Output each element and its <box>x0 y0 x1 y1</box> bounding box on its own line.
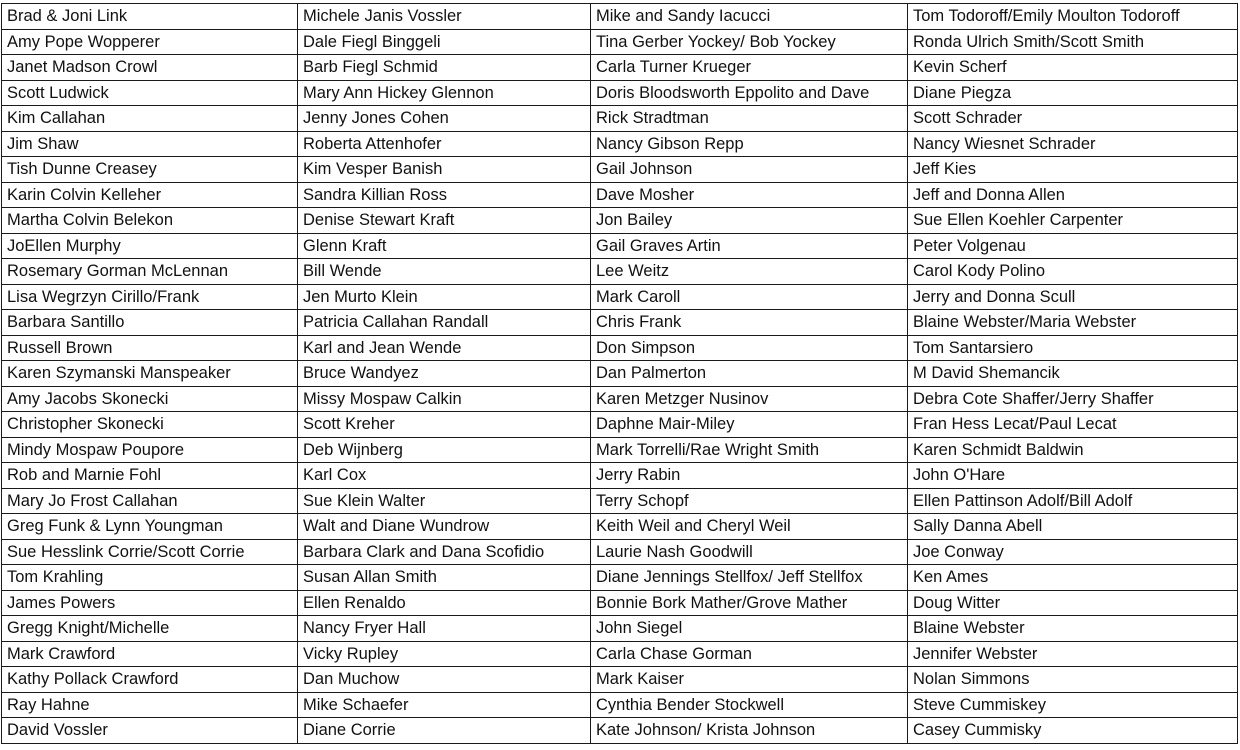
table-cell: Sue Hesslink Corrie/Scott Corrie <box>2 539 298 565</box>
table-cell: Nancy Fryer Hall <box>298 616 591 642</box>
table-cell: Sue Klein Walter <box>298 488 591 514</box>
table-row <box>2 182 1238 208</box>
table-cell: Debra Cote Shaffer/Jerry Shaffer <box>908 386 1238 412</box>
table-cell: Kim Vesper Banish <box>298 157 591 183</box>
table-row <box>2 259 1238 285</box>
table-cell: Nancy Gibson Repp <box>591 131 908 157</box>
table-cell: Sally Danna Abell <box>908 514 1238 540</box>
table-row <box>2 488 1238 514</box>
table-cell: Kim Callahan <box>2 106 298 132</box>
table-cell: Ellen Renaldo <box>298 590 591 616</box>
table-row <box>2 361 1238 387</box>
table-cell: Diane Corrie <box>298 718 591 744</box>
table-cell: Tom Todoroff/Emily Moulton Todoroff <box>908 4 1238 30</box>
table-cell: Dave Mosher <box>591 182 908 208</box>
table-cell: Dale Fiegl Binggeli <box>298 29 591 55</box>
table-cell: Michele Janis Vossler <box>298 4 591 30</box>
table-cell: Karin Colvin Kelleher <box>2 182 298 208</box>
table-cell: Deb Wijnberg <box>298 437 591 463</box>
table-cell: Jerry Rabin <box>591 463 908 489</box>
table-cell: Scott Ludwick <box>2 80 298 106</box>
table-row <box>2 641 1238 667</box>
table-row <box>2 718 1238 744</box>
table-cell: Steve Cummiskey <box>908 692 1238 718</box>
table-cell: Carol Kody Polino <box>908 259 1238 285</box>
table-row <box>2 565 1238 591</box>
table-row <box>2 667 1238 693</box>
table-row <box>2 284 1238 310</box>
table-cell: Doug Witter <box>908 590 1238 616</box>
table-row <box>2 310 1238 336</box>
table-cell: Karl and Jean Wende <box>298 335 591 361</box>
table-cell: Jennifer Webster <box>908 641 1238 667</box>
table-cell: Vicky Rupley <box>298 641 591 667</box>
table-cell: Kevin Scherf <box>908 55 1238 81</box>
table-cell: Casey Cummisky <box>908 718 1238 744</box>
table-cell: Carla Turner Krueger <box>591 55 908 81</box>
table-cell: Missy Mospaw Calkin <box>298 386 591 412</box>
table-cell: Barbara Santillo <box>2 310 298 336</box>
table-cell: Dan Muchow <box>298 667 591 693</box>
table-cell: Diane Jennings Stellfox/ Jeff Stellfox <box>591 565 908 591</box>
table-cell: Blaine Webster/Maria Webster <box>908 310 1238 336</box>
table-cell: Mark Kaiser <box>591 667 908 693</box>
table-cell: Roberta Attenhofer <box>298 131 591 157</box>
table-cell: Mark Crawford <box>2 641 298 667</box>
table-row <box>2 590 1238 616</box>
table-cell: Tom Krahling <box>2 565 298 591</box>
table-cell: Lee Weitz <box>591 259 908 285</box>
table-cell: Kate Johnson/ Krista Johnson <box>591 718 908 744</box>
table-cell: Ray Hahne <box>2 692 298 718</box>
table-cell: Martha Colvin Belekon <box>2 208 298 234</box>
table-cell: Doris Bloodsworth Eppolito and Dave <box>591 80 908 106</box>
table-cell: Barb Fiegl Schmid <box>298 55 591 81</box>
table-cell: Nancy Wiesnet Schrader <box>908 131 1238 157</box>
table-cell: Karen Metzger Nusinov <box>591 386 908 412</box>
table-row <box>2 692 1238 718</box>
table-row <box>2 4 1238 30</box>
table-cell: Chris Frank <box>591 310 908 336</box>
names-table <box>1 3 1238 744</box>
table-cell: Terry Schopf <box>591 488 908 514</box>
table-cell: Walt and Diane Wundrow <box>298 514 591 540</box>
table-cell: Cynthia Bender Stockwell <box>591 692 908 718</box>
table-cell: Ellen Pattinson Adolf/Bill Adolf <box>908 488 1238 514</box>
table-cell: JoEllen Murphy <box>2 233 298 259</box>
table-cell: Jen Murto Klein <box>298 284 591 310</box>
table-cell: Kathy Pollack Crawford <box>2 667 298 693</box>
table-row <box>2 29 1238 55</box>
table-cell: Mindy Mospaw Poupore <box>2 437 298 463</box>
table-row <box>2 386 1238 412</box>
table-cell: Rosemary Gorman McLennan <box>2 259 298 285</box>
table-cell: Sue Ellen Koehler Carpenter <box>908 208 1238 234</box>
table-cell: Christopher Skonecki <box>2 412 298 438</box>
table-cell: Jim Shaw <box>2 131 298 157</box>
table-cell: Fran Hess Lecat/Paul Lecat <box>908 412 1238 438</box>
table-cell: Barbara Clark and Dana Scofidio <box>298 539 591 565</box>
table-cell: Diane Piegza <box>908 80 1238 106</box>
table-cell: Mark Caroll <box>591 284 908 310</box>
table-cell: Karen Schmidt Baldwin <box>908 437 1238 463</box>
table-cell: Gregg Knight/Michelle <box>2 616 298 642</box>
table-row <box>2 514 1238 540</box>
table-cell: Ronda Ulrich Smith/Scott Smith <box>908 29 1238 55</box>
table-cell: Tish Dunne Creasey <box>2 157 298 183</box>
table-row <box>2 157 1238 183</box>
table-cell: Carla Chase Gorman <box>591 641 908 667</box>
table-row <box>2 106 1238 132</box>
table-cell: Mike Schaefer <box>298 692 591 718</box>
table-cell: Bonnie Bork Mather/Grove Mather <box>591 590 908 616</box>
table-row <box>2 539 1238 565</box>
table-cell: Susan Allan Smith <box>298 565 591 591</box>
table-cell: Nolan Simmons <box>908 667 1238 693</box>
table-row <box>2 412 1238 438</box>
table-cell: Karl Cox <box>298 463 591 489</box>
table-cell: Amy Jacobs Skonecki <box>2 386 298 412</box>
table-cell: Ken Ames <box>908 565 1238 591</box>
table-cell: Gail Graves Artin <box>591 233 908 259</box>
table-cell: John Siegel <box>591 616 908 642</box>
table-cell: Amy Pope Wopperer <box>2 29 298 55</box>
table-cell: Joe Conway <box>908 539 1238 565</box>
names-table-body <box>2 4 1238 744</box>
table-cell: Janet Madson Crowl <box>2 55 298 81</box>
table-row <box>2 233 1238 259</box>
table-cell: Rob and Marnie Fohl <box>2 463 298 489</box>
table-cell: Peter Volgenau <box>908 233 1238 259</box>
table-row <box>2 80 1238 106</box>
table-row <box>2 131 1238 157</box>
table-cell: David Vossler <box>2 718 298 744</box>
table-cell: Greg Funk & Lynn Youngman <box>2 514 298 540</box>
table-cell: Tom Santarsiero <box>908 335 1238 361</box>
table-cell: Sandra Killian Ross <box>298 182 591 208</box>
table-cell: John O'Hare <box>908 463 1238 489</box>
table-cell: Bruce Wandyez <box>298 361 591 387</box>
table-cell: Laurie Nash Goodwill <box>591 539 908 565</box>
table-cell: Gail Johnson <box>591 157 908 183</box>
table-cell: Jerry and Donna Scull <box>908 284 1238 310</box>
table-row <box>2 55 1238 81</box>
table-cell: Keith Weil and Cheryl Weil <box>591 514 908 540</box>
table-cell: Don Simpson <box>591 335 908 361</box>
table-cell: Mary Ann Hickey Glennon <box>298 80 591 106</box>
table-row <box>2 335 1238 361</box>
table-cell: Jeff Kies <box>908 157 1238 183</box>
table-cell: M David Shemancik <box>908 361 1238 387</box>
table-cell: Jenny Jones Cohen <box>298 106 591 132</box>
table-row <box>2 463 1238 489</box>
table-cell: Mark Torrelli/Rae Wright Smith <box>591 437 908 463</box>
table-row <box>2 616 1238 642</box>
table-cell: Russell Brown <box>2 335 298 361</box>
table-cell: Scott Kreher <box>298 412 591 438</box>
table-cell: Jeff and Donna Allen <box>908 182 1238 208</box>
table-cell: Rick Stradtman <box>591 106 908 132</box>
table-cell: Patricia Callahan Randall <box>298 310 591 336</box>
table-cell: Denise Stewart Kraft <box>298 208 591 234</box>
table-cell: Scott Schrader <box>908 106 1238 132</box>
table-row <box>2 208 1238 234</box>
table-cell: Lisa Wegrzyn Cirillo/Frank <box>2 284 298 310</box>
table-cell: Karen Szymanski Manspeaker <box>2 361 298 387</box>
table-cell: Brad & Joni Link <box>2 4 298 30</box>
table-cell: Jon Bailey <box>591 208 908 234</box>
table-cell: Mary Jo Frost Callahan <box>2 488 298 514</box>
table-cell: James Powers <box>2 590 298 616</box>
table-cell: Daphne Mair-Miley <box>591 412 908 438</box>
table-cell: Glenn Kraft <box>298 233 591 259</box>
table-row <box>2 437 1238 463</box>
table-cell: Tina Gerber Yockey/ Bob Yockey <box>591 29 908 55</box>
table-cell: Blaine Webster <box>908 616 1238 642</box>
table-cell: Bill Wende <box>298 259 591 285</box>
table-cell: Dan Palmerton <box>591 361 908 387</box>
table-cell: Mike and Sandy Iacucci <box>591 4 908 30</box>
